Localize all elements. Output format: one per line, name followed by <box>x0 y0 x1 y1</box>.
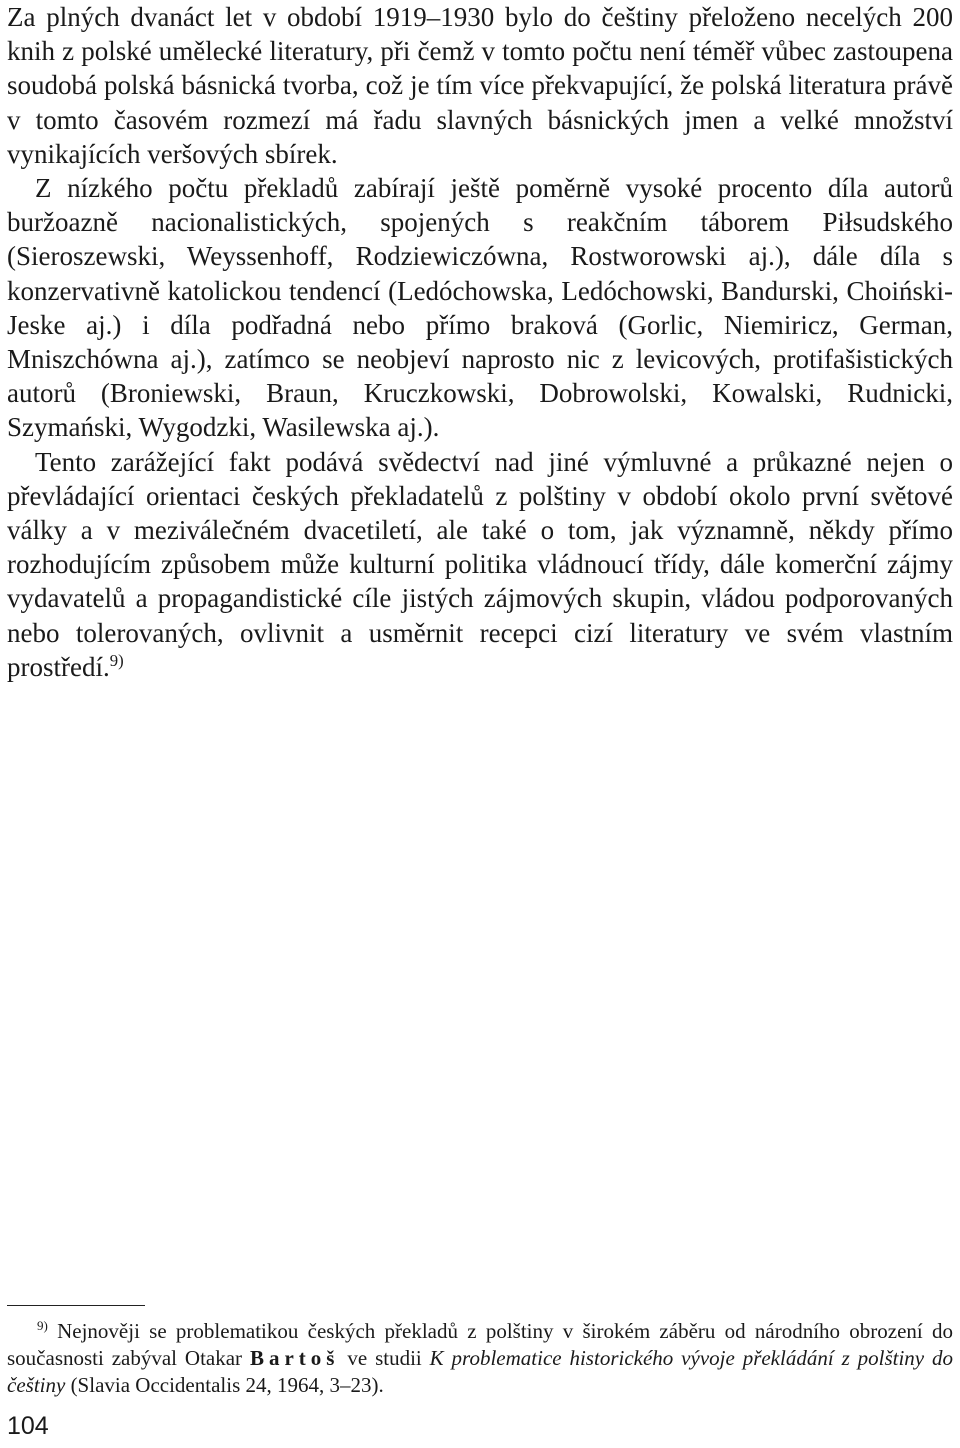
footnote-author-surname: Bartoš <box>249 1346 340 1370</box>
footnote-divider <box>7 1305 145 1306</box>
body-text <box>7 0 953 684</box>
footnote-reference[interactable]: 9) <box>109 650 124 670</box>
footnote-study-title: K problematice historického vývoje překládání z polštiny do češtiny <box>7 1346 954 1397</box>
paragraph-2: Z nízkého počtu překladů zabírají ještě poměrně vysoké procento díla autorů buržoazně nacionalistických, spojených s reakčním táborem Piłsudského (Sieroszewski, Weyssenhoff, Rodziewiczówna, Rostworowski aj.), dále díla s konzervativně katolickou tendencí (Ledóchowska, Ledóchowski, Bandurski, Choiński-Jeske aj.) i díla podřadná nebo přímo braková (Gorlic, Niemiricz, German, Mniszchówna aj.), zatímco se neobjeví naprosto nic z levicových, protifašistických autorů (Broniewski, Braun, Kruczkowski, Dobrowolski, Kowalski, Rudnicki, Szymański, Wygodzki, Wasilewska aj.). <box>7 173 953 443</box>
footnote-9 <box>7 1318 953 1399</box>
footnote-text: Nejnověji se problematikou českých překladů z polštiny v širokém záběru od národního obrození do současnosti zabýval Otakar <box>7 1319 954 1370</box>
footnote-source: (Slavia Occidentalis 24, 1964, 3–23). <box>70 1373 384 1397</box>
paragraph-3 <box>7 445 953 684</box>
paragraph-3-text: Tento zarážející fakt podává svědectví nad jiné výmluvné a průkazné nejen o převládající orientaci českých překladatelů z polštiny v období okolo první světové války a v meziválečném dvacetiletí, ale také o tom, jak významně, někdy přímo rozhodujícím způsobem může kulturní politika vládnoucí třídy, dále komerční zájmy vydavatelů a propagandistické cíle jistých zájmových skupin, vládou podporovaných nebo tolerovaných, ovlivnit a usměrnit recepci cizí literatury ve svém vlastním prostředí. <box>7 446 953 682</box>
paragraph-1: Za plných dvanáct let v období 1919–1930 bylo do češtiny přeloženo necelých 200 knih z polské umělecké literatury, při čemž v tomto počtu není téměř vůbec zastoupena soudobá polská básnická tvorba, což je tím více překvapující, že polská literatura právě v tomto časovém rozmezí má řadu slavných básnických jmen a velké množství vynikajících veršových sbírek. <box>7 2 953 169</box>
footnote-text-middle: ve studii <box>347 1346 422 1370</box>
footnote-marker: 9) <box>37 1318 48 1333</box>
document-page <box>7 0 953 1448</box>
page-number: 104 <box>7 1412 49 1440</box>
